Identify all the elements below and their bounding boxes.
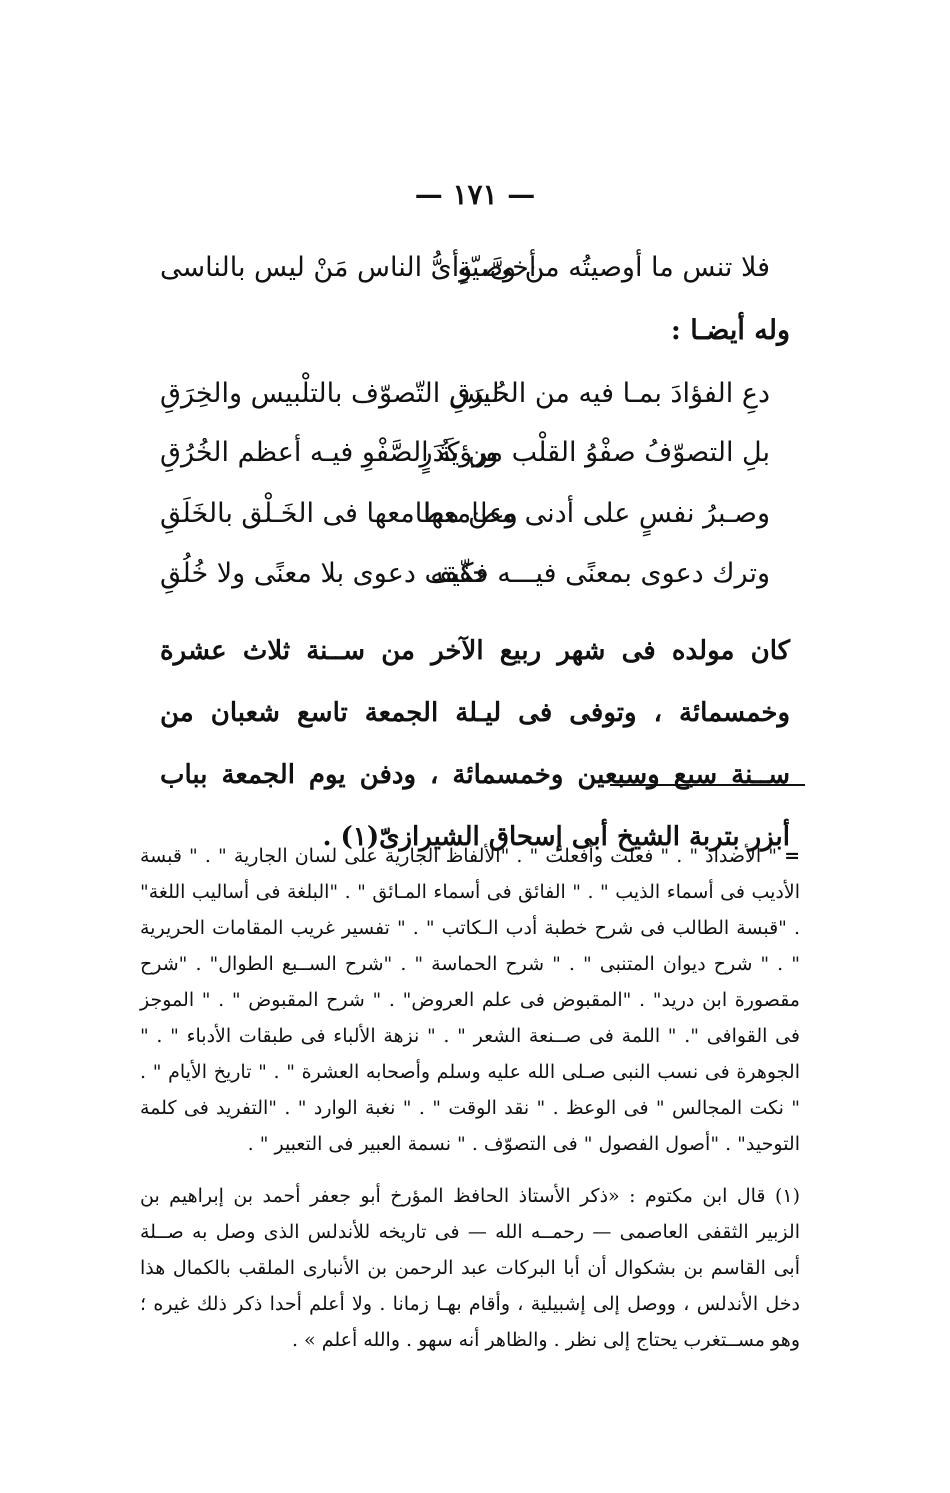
page-number: — ١٧١ —: [414, 178, 536, 211]
footnote-separator: [610, 784, 805, 786]
verse-intro: وله أيضـا :: [670, 315, 790, 346]
verse-hemistich-right: وصـبرُ نفسٍ على أدنى مطامعها: [423, 498, 770, 529]
verse-hemistich-left: ليس التّصوّف بالتلْبيس والخِرَقِ: [160, 378, 500, 409]
verse-line: [160, 558, 770, 608]
verse-hemistich-right: فلا تنس ما أوصيتُه من وصيّةٍ: [457, 252, 770, 283]
verse-hemistich-left: فكيف دعوى بلا معنًى ولا خُلُقِ: [160, 558, 489, 589]
verse-line: [160, 437, 770, 487]
verse-line-top: [160, 252, 770, 302]
verse-hemistich-left: ورؤيةُ الصَّفْوِ فيـه أعظم الخُرُقِ: [160, 437, 499, 468]
footnote-continuation: [140, 838, 800, 1162]
verse-hemistich-left: أخىَّ، وأىُّ الناس مَنْ ليس بالناسى: [160, 252, 537, 283]
footnotes: [140, 838, 800, 1358]
biography-paragraph: كان مولده فى شهر ربيع الآخر من ســنة ثلاث عشرة وخمسمائة ، وتوفى فى ليـلة الجمعة تاسع شعبان من ســنة سبع وسبعين وخمسمائة ، ودفن يوم الجمعة بباب أبزر بتربة الشيخ أبى إسحاق الشيرازىّ(١) .: [160, 636, 790, 852]
verse-line: [160, 378, 770, 428]
verse-hemistich-left: وعن مطامعها فى الخَـلْق بالخَلَقِ: [160, 498, 518, 529]
continuation-mark: =: [784, 845, 800, 867]
verse-hemistich-right: دعِ الفؤادَ بمـا فيه من الحُـرَقِ: [449, 378, 770, 409]
footnote-continuation-text: " الأضداد " . " فعلت وأفعلت " . "الألفاظ الجارية على لسان الجارية " . " قبسة الأديب فى أسماء الذيب " . " الفائق فى أسماء المـائق " . "البلغة فى أساليب اللغة" . "قبسة الطالب فى شرح خطبة أدب الـكاتب " . " تفسير غريب المقامات الحريرية " . " شرح ديوان المتنبى " . " شرح الحماسة " . "شرح الســبع الطوال" . "شرح مقصورة ابن دريد" . "المقبوض فى علم العروض" . " شرح المقبوض " . " الموجز فى القوافى ". " اللمة فى صــنعة الشعر " . " نزهة الألباء فى طبقات الأدباء " . " الجوهرة فى نسب النبى صـلى الله عليه وسلم وأصحابه العشرة " . " تاريخ الأيام " . " نكت المجالس " فى الوعظ . " نقد الوقت " . " نغبة الوارد " . "التفريد فى كلمة التوحيد" . "أصول الفصول " فى التصوّف . " نسمة العبير فى التعبير " .: [140, 845, 800, 1155]
footnote-1: (١) قال ابن مكتوم : «ذكر الأستاذ الحافظ المؤرخ أبو جعفر أحمد بن إبراهيم بن الزبير الثقفى العاصمى — رحمــه الله — فى تاريخه للأندلس الذى وصل به صــلة أبى القاسم بن بشكوال أن أبا البركات عبد الرحمن بن الأنبارى الملقب بالكمال هذا دخل الأندلس ، ووصل إلى إشبيلية ، وأقام بهـا زمانا . ولا أعلم أحدا ذكر ذلك غيره ؛ وهو مســتغرب يحتاج إلى نظر . والظاهر أنه سهو . والله أعلم » .: [140, 1185, 800, 1351]
verse-hemistich-right: بلِ التصوّفُ صفْوُ القلْب من كَدَرٍ: [419, 437, 770, 468]
verse-hemistich-right: وترك دعوى بمعنًى فيـــه حقّقه: [430, 558, 770, 589]
verse-line: [160, 498, 770, 548]
